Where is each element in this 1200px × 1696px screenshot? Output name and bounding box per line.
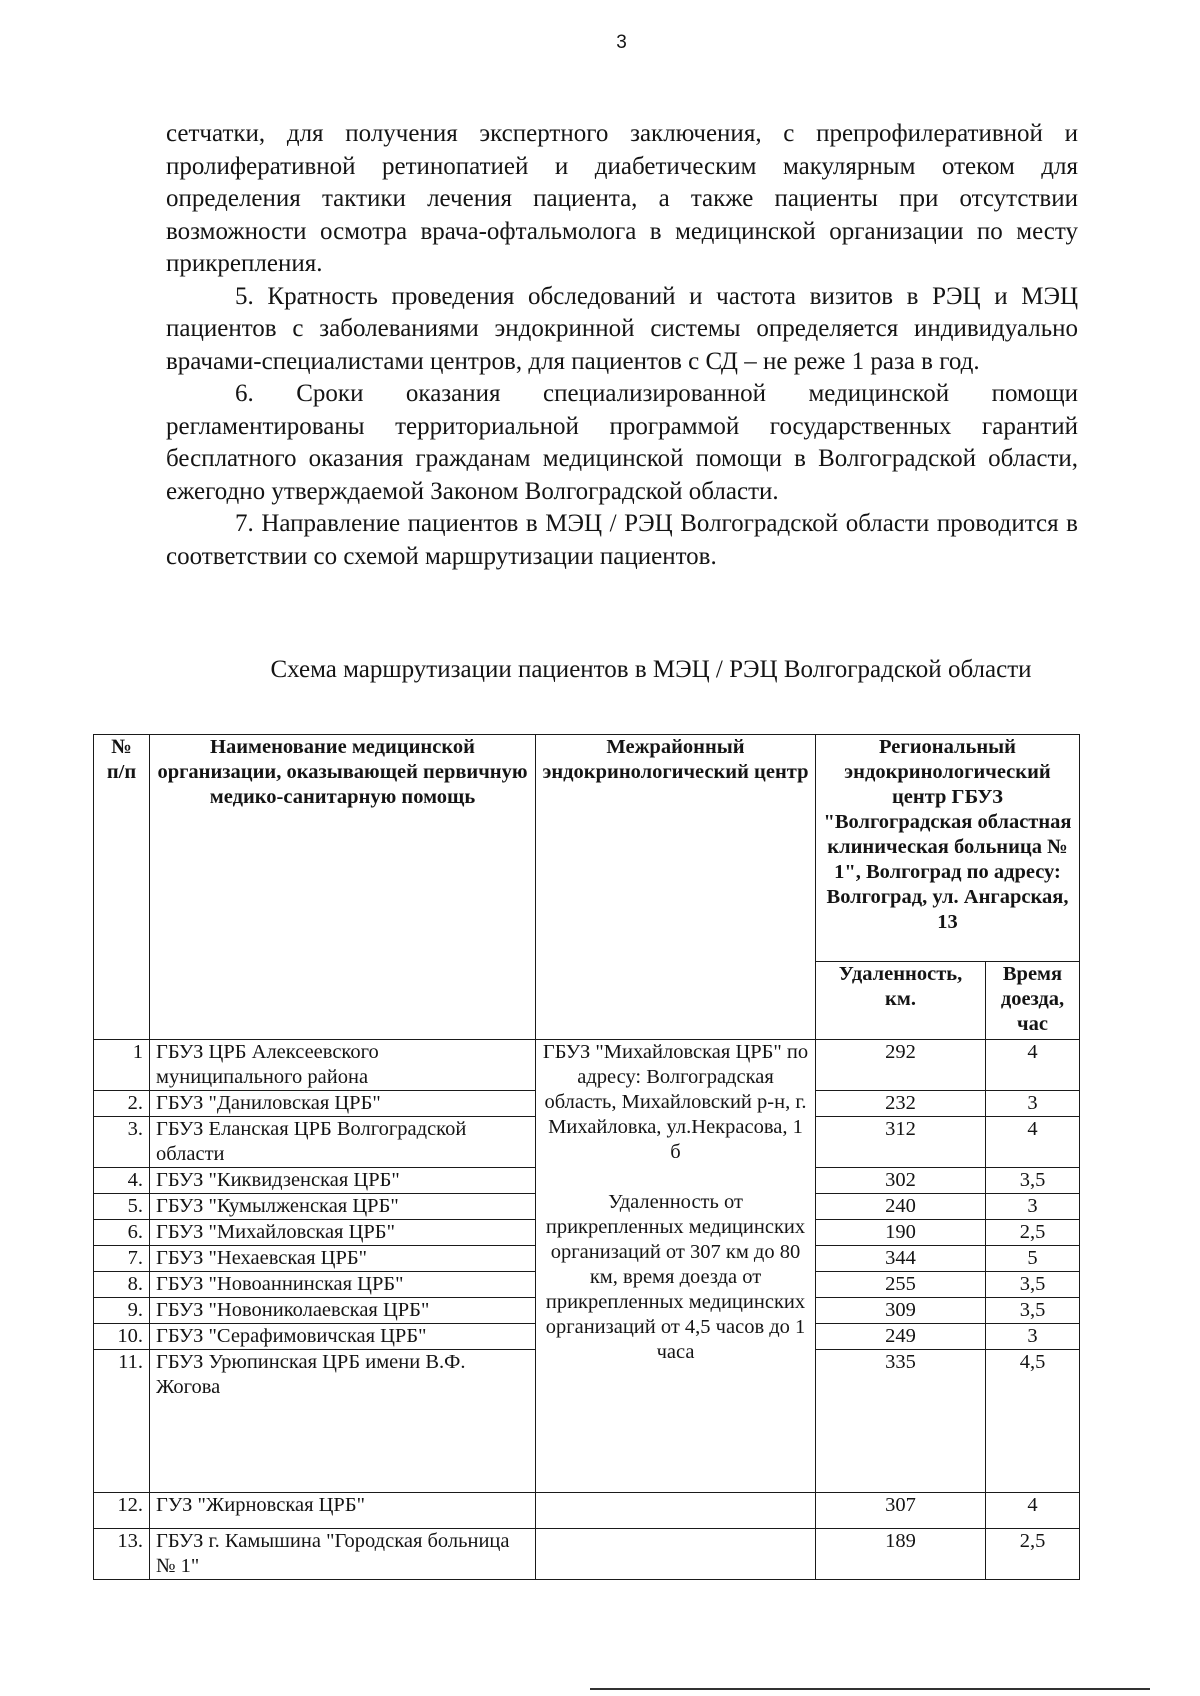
table-row (94, 1040, 1080, 1091)
travel-time-hours: 4 (986, 1040, 1080, 1091)
paragraph-5: 5. Кратность проведения обследований и частота визитов в РЭЦ и МЭЦ пациентов с заболеваниями эндокринной системы определяется индивидуально врачами-специалистами центров, для пациентов с СД – не реже 1 раза в год. (166, 282, 1078, 375)
distance-km: 292 (816, 1040, 986, 1091)
travel-time-hours: 2,5 (986, 1220, 1080, 1246)
mec-center-info: ГБУЗ "Михайловская ЦРБ" по адресу: Волгоградская область, Михайловский р-н, г. Михайловка, ул.Некрасова, 1 б Удаленность от прикрепленных медицинских организаций от 307 км до 80 км, время доезда от прикрепленных медицинских организаций от 4,5 часов до 1 часа (536, 1040, 816, 1493)
organization-name: ГБУЗ "Новониколаевская ЦРБ" (150, 1298, 536, 1324)
row-number: 6. (94, 1220, 150, 1246)
paragraph-6: 6. Сроки оказания специализированной медицинской помощи регламентированы территориальной программой государственных гарантий бесплатного оказания гражданам медицинской помощи в Волгоградской области, ежегодно утверждаемой Законом Волгоградской области. (166, 380, 1078, 505)
distance-km: 312 (816, 1117, 986, 1168)
body-text (166, 118, 1078, 573)
row-number: 13. (94, 1529, 150, 1580)
travel-time-hours: 4 (986, 1493, 1080, 1529)
row-number: 2. (94, 1091, 150, 1117)
paragraph-7: 7. Направление пациентов в МЭЦ / РЭЦ Волгоградской области проводится в соответствии со схемой маршрутизации пациентов. (166, 510, 1078, 570)
travel-time-hours: 3 (986, 1091, 1080, 1117)
distance-km: 240 (816, 1194, 986, 1220)
row-number: 3. (94, 1117, 150, 1168)
travel-time-hours: 4,5 (986, 1350, 1080, 1493)
row-number: 4. (94, 1168, 150, 1194)
distance-km: 344 (816, 1246, 986, 1272)
row-number: 7. (94, 1246, 150, 1272)
travel-time-hours: 3 (986, 1324, 1080, 1350)
organization-name: ГБУЗ "Киквидзенская ЦРБ" (150, 1168, 536, 1194)
organization-name: ГБУЗ ЦРБ Алексеевского муниципального района (150, 1040, 536, 1091)
row-number: 1 (94, 1040, 150, 1091)
row-number: 9. (94, 1298, 150, 1324)
organization-name: ГБУЗ Урюпинская ЦРБ имени В.Ф. Жогова (150, 1350, 536, 1493)
organization-name: ГБУЗ г. Камышина "Городская больница № 1" (150, 1529, 536, 1580)
scheme-title: Схема маршрутизации пациентов в МЭЦ / РЭЦ Волгоградской области (270, 656, 1032, 683)
header-time: Время доезда, час (986, 962, 1080, 1040)
travel-time-hours: 3,5 (986, 1272, 1080, 1298)
organization-name: ГБУЗ "Серафимовичская ЦРБ" (150, 1324, 536, 1350)
header-distance: Удаленность, км. (816, 962, 986, 1040)
header-org: Наименование медицинской организации, оказывающей первичную медико-санитарную помощь (150, 735, 536, 1040)
organization-name: ГБУЗ "Нехаевская ЦРБ" (150, 1246, 536, 1272)
organization-name: ГБУЗ "Михайловская ЦРБ" (150, 1220, 536, 1246)
organization-name: ГУЗ "Жирновская ЦРБ" (150, 1493, 536, 1529)
organization-name: ГБУЗ "Даниловская ЦРБ" (150, 1091, 536, 1117)
header-mec: Межрайонный эндокринологический центр (536, 735, 816, 1040)
distance-km: 309 (816, 1298, 986, 1324)
row-number: 5. (94, 1194, 150, 1220)
header-rec: Региональный эндокринологический центр ГБУЗ "Волгоградская областная клиническая больница № 1", Волгоград по адресу: Волгоград, ул. Ангарская, 13 (816, 735, 1080, 962)
routing-table (93, 734, 1080, 1580)
row-number: 11. (94, 1350, 150, 1493)
organization-name: ГБУЗ "Кумылженская ЦРБ" (150, 1194, 536, 1220)
mec-center-empty (536, 1529, 816, 1580)
travel-time-hours: 5 (986, 1246, 1080, 1272)
travel-time-hours: 3,5 (986, 1298, 1080, 1324)
travel-time-hours: 2,5 (986, 1529, 1080, 1580)
distance-km: 307 (816, 1493, 986, 1529)
page-number: 3 (616, 32, 627, 53)
row-number: 10. (94, 1324, 150, 1350)
organization-name: ГБУЗ "Новоаннинская ЦРБ" (150, 1272, 536, 1298)
distance-km: 302 (816, 1168, 986, 1194)
distance-km: 190 (816, 1220, 986, 1246)
distance-km: 335 (816, 1350, 986, 1493)
distance-km: 255 (816, 1272, 986, 1298)
bottom-rule (590, 1688, 1150, 1690)
mec-center-empty (536, 1493, 816, 1529)
distance-km: 249 (816, 1324, 986, 1350)
header-row (94, 735, 1080, 962)
table-body (94, 1040, 1080, 1580)
row-number: 12. (94, 1493, 150, 1529)
table-row (94, 1493, 1080, 1529)
row-number: 8. (94, 1272, 150, 1298)
header-num: № п/п (94, 735, 150, 1040)
paragraph-continuation: сетчатки, для получения экспертного заключения, с препрофилеративной и пролиферативной ретинопатией и диабетическим макулярным отеком для определения тактики лечения пациента, а также пациенты при отсутствии возможности осмотра врача-офтальмолога в медицинской организации по месту прикрепления. (166, 120, 1078, 277)
travel-time-hours: 3 (986, 1194, 1080, 1220)
table-row (94, 1529, 1080, 1580)
organization-name: ГБУЗ Еланская ЦРБ Волгоградской области (150, 1117, 536, 1168)
distance-km: 232 (816, 1091, 986, 1117)
travel-time-hours: 4 (986, 1117, 1080, 1168)
travel-time-hours: 3,5 (986, 1168, 1080, 1194)
distance-km: 189 (816, 1529, 986, 1580)
